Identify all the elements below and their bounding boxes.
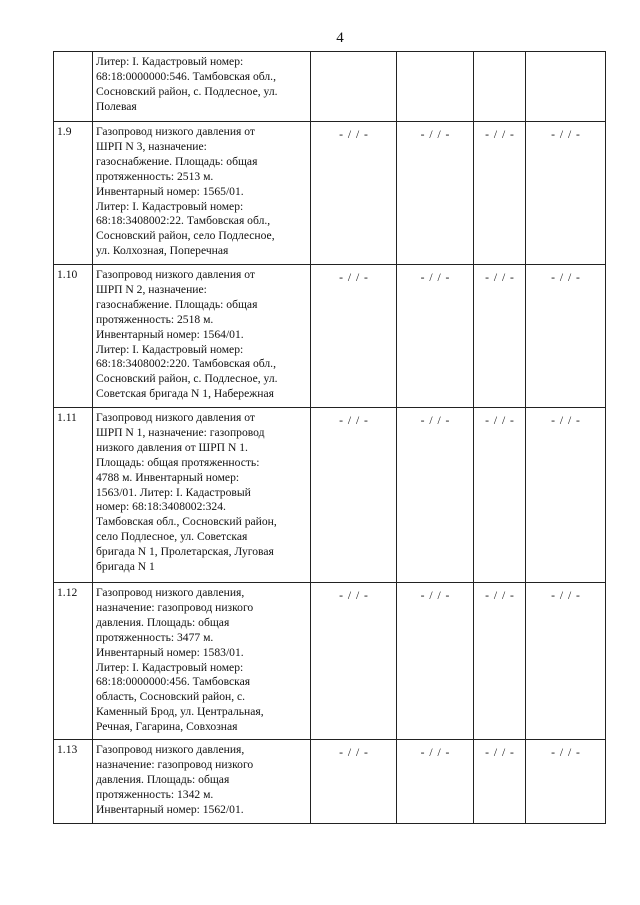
- row-number: 1.11: [54, 408, 93, 583]
- ditto-cell: - / / -: [474, 583, 526, 740]
- table-row: [54, 52, 606, 122]
- row-number: 1.12: [54, 583, 93, 740]
- ditto-cell: - / / -: [311, 408, 397, 583]
- row-description: Газопровод низкого давления, назначение: газопровод низкого давления. Площадь: общая протяженность: 3477 м. Инвентарный номер: 1583/01. Литер: I. Кадастровый номер: 68:18:0000000:456. Тамбовская область, Сосновский район, с. Каменный Брод, ул. Центральная, Речная, Гагарина, Совхозная: [93, 583, 311, 740]
- row-description: Литер: I. Кадастровый номер: 68:18:0000000:546. Тамбовская обл., Сосновский район, с. Подлесное, ул. Полевая: [93, 52, 311, 122]
- ditto-cell: [397, 52, 474, 122]
- ditto-cell: [311, 52, 397, 122]
- table-row: [54, 122, 606, 265]
- table-row: [54, 408, 606, 583]
- property-table: [53, 51, 606, 824]
- table-row: [54, 583, 606, 740]
- table-row: [54, 265, 606, 408]
- ditto-cell: - / / -: [397, 583, 474, 740]
- ditto-cell: - / / -: [397, 265, 474, 408]
- page-number: 4: [336, 30, 344, 46]
- row-description: Газопровод низкого давления от ШРП N 2, назначение: газоснабжение. Площадь: общая протяженность: 2518 м. Инвентарный номер: 1564/01. Литер: I. Кадастровый номер: 68:18:3408002:220. Тамбовская обл., Сосновский район, с. Подлесное, ул. Советская бригада N 1, Набережная: [93, 265, 311, 408]
- ditto-cell: - / / -: [526, 740, 606, 824]
- table-row: [54, 740, 606, 824]
- ditto-cell: [474, 52, 526, 122]
- row-number: 1.9: [54, 122, 93, 265]
- ditto-cell: - / / -: [397, 408, 474, 583]
- ditto-cell: - / / -: [474, 408, 526, 583]
- ditto-cell: - / / -: [526, 408, 606, 583]
- row-description: Газопровод низкого давления, назначение: газопровод низкого давления. Площадь: общая протяженность: 1342 м. Инвентарный номер: 1562/01.: [93, 740, 311, 824]
- ditto-cell: - / / -: [526, 583, 606, 740]
- ditto-cell: - / / -: [311, 583, 397, 740]
- ditto-cell: - / / -: [311, 122, 397, 265]
- ditto-cell: - / / -: [474, 122, 526, 265]
- row-number: 1.10: [54, 265, 93, 408]
- ditto-cell: [526, 52, 606, 122]
- ditto-cell: - / / -: [526, 265, 606, 408]
- row-number: [54, 52, 93, 122]
- ditto-cell: - / / -: [397, 740, 474, 824]
- row-number: 1.13: [54, 740, 93, 824]
- ditto-cell: - / / -: [474, 265, 526, 408]
- ditto-cell: - / / -: [311, 740, 397, 824]
- ditto-cell: - / / -: [311, 265, 397, 408]
- ditto-cell: - / / -: [526, 122, 606, 265]
- ditto-cell: - / / -: [397, 122, 474, 265]
- row-description: Газопровод низкого давления от ШРП N 1, назначение: газопровод низкого давления от ШРП N 1. Площадь: общая протяженность: 4788 м. Инвентарный номер: 1563/01. Литер: I. Кадастровый номер: 68:18:3408002:324. Тамбовская обл., Сосновский район, село Подлесное, ул. Советская бригада N 1, Пролетарская, Луговая бригада N 1: [93, 408, 311, 583]
- ditto-cell: - / / -: [474, 740, 526, 824]
- row-description: Газопровод низкого давления от ШРП N 3, назначение: газоснабжение. Площадь: общая протяженность: 2513 м. Инвентарный номер: 1565/01. Литер: I. Кадастровый номер: 68:18:3408002:22. Тамбовская обл., Сосновский район, село Подлесное, ул. Колхозная, Поперечная: [93, 122, 311, 265]
